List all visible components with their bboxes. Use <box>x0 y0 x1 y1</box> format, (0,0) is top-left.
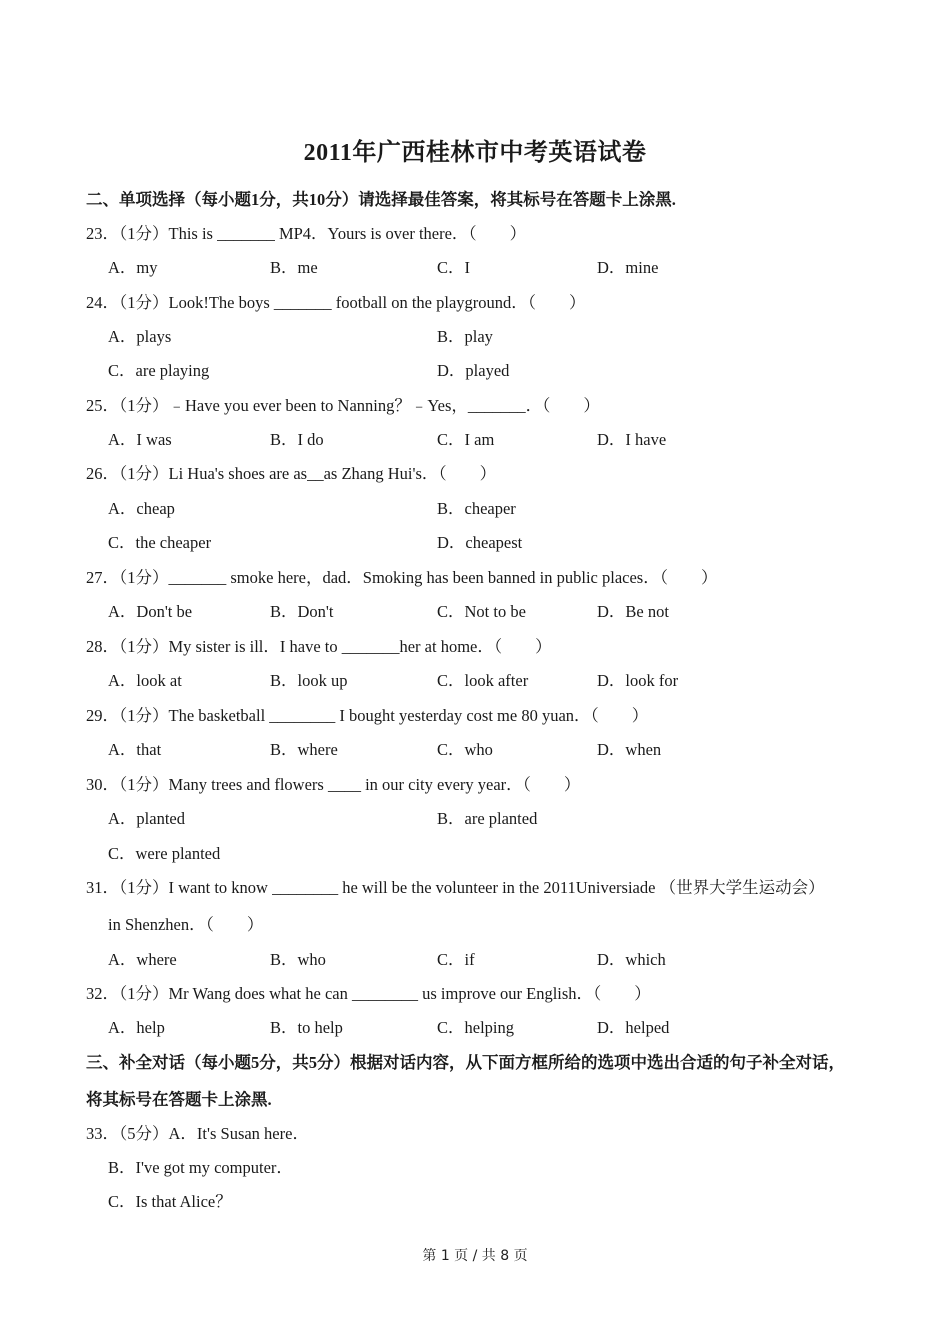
option: D．when <box>597 740 662 759</box>
option: B．are planted <box>437 809 538 828</box>
option: A．planted <box>108 809 185 828</box>
option: C．Not to be <box>437 602 526 621</box>
option: B．play <box>437 327 493 346</box>
section-heading-dialogue-cont: 将其标号在答题卡上涂黑. <box>86 1090 272 1109</box>
question-31-continuation: in Shenzhen．（ ） <box>108 915 264 934</box>
section-heading-single-choice: 二、单项选择（每小题1分，共10分）请选择最佳答案，将其标号在答题卡上涂黑. <box>86 190 676 209</box>
option: B．look up <box>270 671 348 690</box>
option: C．if <box>437 950 475 969</box>
option: C．Is that Alice？ <box>108 1192 232 1211</box>
question-32: 32．（1分）Mr Wang does what he can ________ us improve our English．（ ） <box>86 984 651 1003</box>
option: A．help <box>108 1018 165 1037</box>
option: C．the cheaper <box>108 533 212 552</box>
option: D．look for <box>597 671 679 690</box>
option: B．I do <box>270 430 324 449</box>
option: C．look after <box>437 671 529 690</box>
option: D．played <box>437 361 510 380</box>
option: B．Don't <box>270 602 334 621</box>
option: D．Be not <box>597 602 669 621</box>
option: C．were planted <box>108 844 221 863</box>
option: A．Don't be <box>108 602 193 621</box>
question-31: 31．（1分）I want to know ________ he will be the volunteer in the 2011Universiade （世界大学生运动会） <box>86 878 825 897</box>
question-25: 25．（1分）﹣Have you ever been to Nanning？﹣Yes，_______．（ ） <box>86 396 600 415</box>
option: D．mine <box>597 258 659 277</box>
question-26: 26．（1分）Li Hua's shoes are as__as Zhang Hui's．（ ） <box>86 464 497 483</box>
option: C．who <box>437 740 493 759</box>
option: A．that <box>108 740 162 759</box>
option: B．I've got my computer． <box>108 1158 293 1177</box>
option: A．cheap <box>108 499 175 518</box>
option: A．I was <box>108 430 172 449</box>
option: D．cheapest <box>437 533 523 552</box>
option: B．who <box>270 950 326 969</box>
option: D．I have <box>597 430 667 449</box>
option: C．helping <box>437 1018 514 1037</box>
option: C．I am <box>437 430 495 449</box>
option: A．my <box>108 258 158 277</box>
question-28: 28．（1分）My sister is ill．I have to _______her at home．（ ） <box>86 637 552 656</box>
question-33: 33．（5分）A．It's Susan here． <box>86 1124 309 1143</box>
option: D．helped <box>597 1018 670 1037</box>
option: C．are playing <box>108 361 210 380</box>
option: B．me <box>270 258 318 277</box>
option: D．which <box>597 950 666 969</box>
option: A．plays <box>108 327 172 346</box>
option: A．look at <box>108 671 182 690</box>
option: A．where <box>108 950 177 969</box>
option: C．I <box>437 258 470 277</box>
question-23: 23．（1分）This is _______ MP4．Yours is over there．（ ） <box>86 224 527 243</box>
section-heading-dialogue: 三、补全对话（每小题5分，共5分）根据对话内容，从下面方框所给的选项中选出合适的句子补全对话， <box>86 1053 845 1072</box>
option: B．where <box>270 740 338 759</box>
question-30: 30．（1分）Many trees and flowers ____ in our city every year．（ ） <box>86 775 581 794</box>
option: B．to help <box>270 1018 343 1037</box>
exam-title: 2011年广西桂林市中考英语试卷 <box>303 140 647 166</box>
question-24: 24．（1分）Look!The boys _______ football on the playground．（ ） <box>86 293 586 312</box>
page-footer: 第 1 页 / 共 8 页 <box>422 1248 528 1264</box>
question-29: 29．（1分）The basketball ________ I bought yesterday cost me 80 yuan．（ ） <box>86 706 649 725</box>
question-27: 27．（1分）_______ smoke here，dad．Smoking has been banned in public places．（ ） <box>86 568 718 587</box>
option: B．cheaper <box>437 499 516 518</box>
